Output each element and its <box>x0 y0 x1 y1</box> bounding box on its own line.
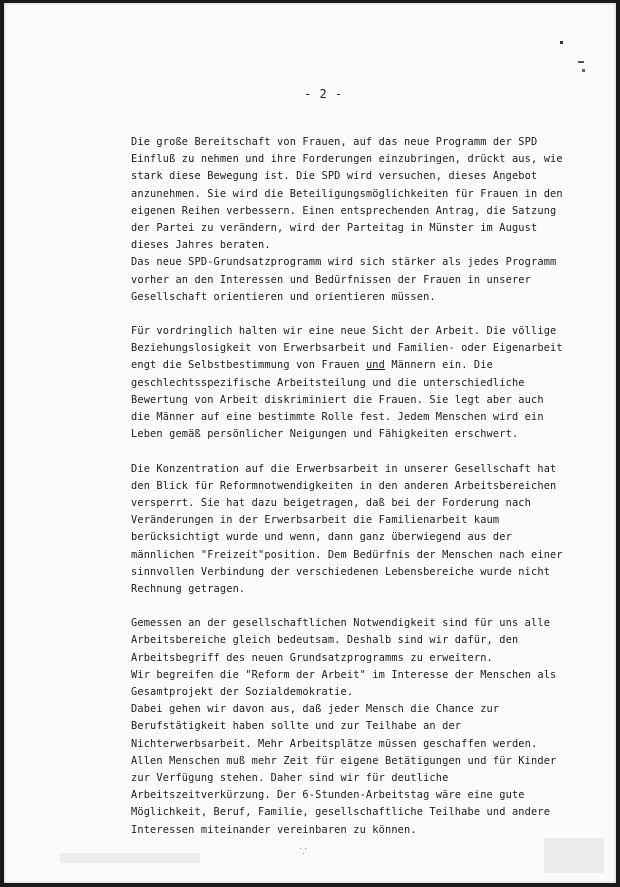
text-line: anzunehmen. Sie wird die Beteiligungsmöglichkeiten für Frauen in den <box>131 187 563 200</box>
paragraph-gap <box>131 443 551 460</box>
text-line: sinnvollen Verbindung der verschiedenen Lebensbereiche wurde nicht <box>131 565 551 578</box>
text-line: den Blick für Reformnotwendigkeiten in den anderen Arbeitsbereichen <box>131 479 557 492</box>
text-line: Bewertung von Arbeit diskriminiert die Frauen. Sie legt aber auch <box>131 393 544 406</box>
text-line: Leben gemäß persönlicher Neigungen und Fähigkeiten erschwert. <box>131 428 519 441</box>
text-line: berücksichtigt wurde und wenn, dann ganz überwiegend aus der <box>131 531 512 544</box>
scan-speck <box>560 41 563 44</box>
scan-smudge <box>544 838 604 873</box>
text-line: Arbeitsbegriff des neuen Grundsatzprogramms zu erweitern. <box>131 651 493 664</box>
text-line: männlichen "Freizeit"position. Dem Bedürfnis der Menschen nach einer <box>131 548 563 561</box>
text-line: Für vordringlich halten wir eine neue Sicht der Arbeit. Die völlige <box>131 325 557 338</box>
text-line: Allen Menschen muß mehr Zeit für eigene Betätigungen und für Kinder <box>131 754 557 767</box>
scan-speck <box>582 69 585 72</box>
text-line: versperrt. Sie hat dazu beigetragen, daß bei der Forderung nach <box>131 496 532 509</box>
text-line: Beziehungslosigkeit von Erwerbsarbeit und Familien- oder Eigenarbeit <box>131 342 563 355</box>
text-line: Arbeitszeitverkürzung. Der 6-Stunden-Arbeitstag wäre eine gute <box>131 789 525 802</box>
text-line: Berufstätigkeit haben sollte und zur Teilhabe an der <box>131 720 462 733</box>
text-line: Veränderungen in der Erwerbsarbeit die Familienarbeit kaum <box>131 514 500 527</box>
text-line: dieses Jahres beraten. <box>131 239 271 252</box>
paragraph-gap <box>131 306 551 323</box>
text-line: vorher an den Interessen und Bedürfnissen der Frauen in unserer <box>131 273 532 286</box>
text-line: Möglichkeit, Beruf, Familie, gesellschaftliche Teilhabe und andere <box>131 806 551 819</box>
text-line: Dabei gehen wir davon aus, daß jeder Mensch die Chance zur <box>131 703 500 716</box>
text-line: Die große Bereitschaft von Frauen, auf das neue Programm der SPD <box>131 136 538 148</box>
scan-speck <box>578 61 584 63</box>
paragraph-gap <box>131 598 551 615</box>
text-line: Gesamtprojekt der Sozialdemokratie. <box>131 686 354 698</box>
text-line: Interessen miteinander vereinbaren zu können. <box>131 823 417 836</box>
scan-smudge <box>60 853 200 863</box>
text-line: Wir begreifen die "Reform der Arbeit" im Interesse der Menschen als <box>131 668 557 681</box>
scan-mark: ⸪ <box>300 847 307 856</box>
text-line: Die Konzentration auf die Erwerbsarbeit in unserer Gesellschaft hat <box>131 462 557 475</box>
document-body <box>131 134 563 839</box>
document-page <box>4 3 616 883</box>
text-line: zur Verfügung stehen. Daher sind wir für deutliche <box>131 771 449 784</box>
text-line: der Partei zu verändern, wird der Parteitag in Münster im August <box>131 221 538 234</box>
paragraph-3 <box>131 461 563 599</box>
paragraph-2 <box>131 323 563 443</box>
text-line: Arbeitsbereiche gleich bedeutsam. Deshalb sind wir dafür, den <box>131 634 519 647</box>
text-line: Einfluß zu nehmen und ihre Forderungen einzubringen, drückt aus, wie <box>131 153 563 166</box>
underlined-word: und <box>365 359 385 372</box>
text-line: Gesellschaft orientieren und orientieren müssen. <box>131 290 436 303</box>
page-number: - 2 - <box>304 87 343 101</box>
text-line: stark diese Bewegung ist. Die SPD wird versuchen, dieses Angebot <box>131 170 538 183</box>
paragraph-1 <box>131 134 563 306</box>
text-segment: engt die Selbstbestimmung von Frauen <box>131 359 366 372</box>
text-line: Das neue SPD-Grundsatzprogramm wird sich stärker als jedes Programm <box>131 256 557 269</box>
text-line: geschlechtsspezifische Arbeitsteilung und die unterschiedliche <box>131 376 525 389</box>
text-line: Gemessen an der gesellschaftlichen Notwendigkeit sind für uns alle <box>131 617 551 630</box>
text-line-with-underline <box>131 357 551 374</box>
text-line: Rechnung getragen. <box>131 582 246 595</box>
paragraph-4 <box>131 615 557 838</box>
text-line: Nichterwerbsarbeit. Mehr Arbeitsplätze müssen geschaffen werden. <box>131 737 538 750</box>
text-segment: Männern ein. Die <box>385 359 493 372</box>
text-line: eigenen Reihen verbessern. Einen entsprechenden Antrag, die Satzung <box>131 204 557 217</box>
text-line: die Männer auf eine bestimmte Rolle fest. Jedem Menschen wird ein <box>131 411 544 423</box>
